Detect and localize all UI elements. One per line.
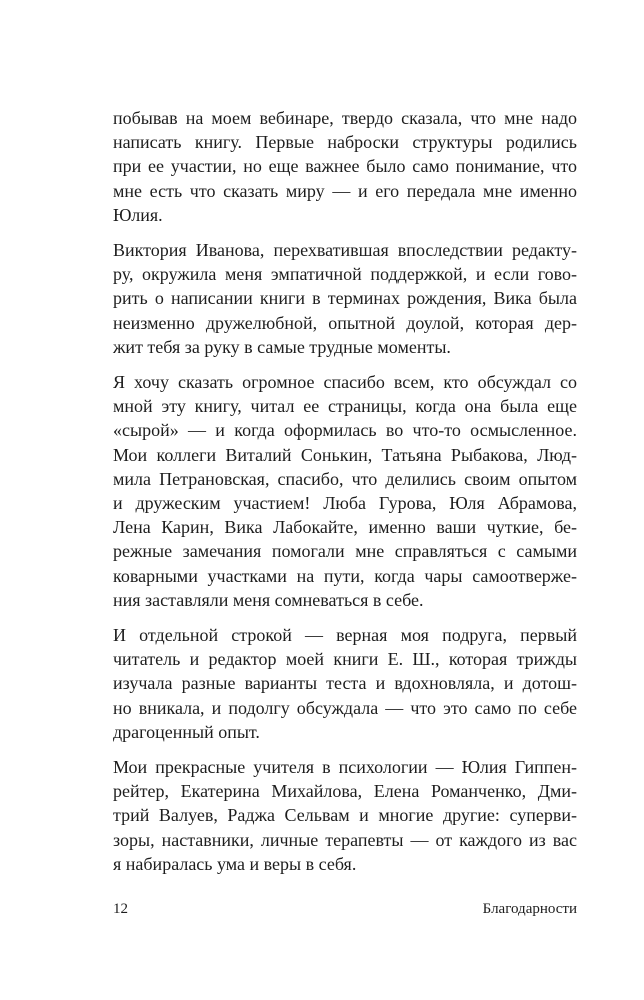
text-line: мной эту книгу, читал ее страницы, когда она была еще: [113, 396, 577, 417]
page-text: [113, 106, 577, 876]
text-line: коварными участками на пути, когда чары самоотверже-: [113, 565, 577, 586]
paragraph: [113, 106, 577, 227]
text-line: Мои прекрасные учителя в психологии — Юлия Гиппен-: [113, 757, 577, 778]
text-line: мила Петрановская, спасибо, что делились своим опытом: [113, 468, 577, 489]
running-title: Благодарности: [482, 901, 577, 917]
paragraph: [113, 370, 577, 612]
text-line: изучала разные варианты теста и вдохновляла, и дотош-: [113, 673, 577, 694]
text-line: И отдельной строкой — верная моя подруга, первый: [113, 625, 577, 646]
paragraph: [113, 755, 577, 876]
text-line: рить о написании книги в терминах рождения, Вика была: [113, 288, 577, 309]
text-line: Я хочу сказать огромное спасибо всем, кто обсуждал со: [113, 372, 577, 393]
text-line: побывав на моем вебинаре, твердо сказала, что мне надо: [113, 108, 577, 128]
text-line: неизменно дружелюбной, опытной доулой, которая дер-: [113, 312, 577, 333]
page-footer: [113, 899, 577, 919]
text-line: режные замечания помогали мне справляться с самыми: [113, 541, 577, 562]
paragraph: [113, 623, 577, 744]
text-line: ру, окружила меня эмпатичной поддержкой, и если гово-: [113, 264, 577, 285]
text-line: читатель и редактор моей книги Е. Ш., которая трижды: [113, 649, 577, 670]
text-line: Мои коллеги Виталий Сонькин, Татьяна Рыбакова, Люд-: [113, 444, 577, 465]
text-line: жит тебя за руку в самые трудные моменты.: [113, 336, 451, 357]
text-line: но вникала, и подолгу обсуждала — что это само по себе: [113, 697, 577, 718]
text-line: Лена Карин, Вика Лабокайте, именно ваши чуткие, бе-: [113, 517, 577, 538]
text-line: «сырой» — и когда оформилась во что-то осмысленное.: [113, 420, 577, 441]
text-line: и дружеским участием! Люба Гурова, Юля Абрамова,: [113, 493, 577, 514]
text-line: ния заставляли меня сомневаться в себе.: [113, 589, 424, 610]
text-line: при ее участии, но еще важнее было само понимание, что: [113, 156, 577, 177]
page-number: 12: [113, 901, 128, 917]
text-line: драгоценный опыт.: [113, 721, 260, 742]
text-line: трий Валуев, Раджа Сельвам и многие другие: суперви-: [113, 805, 577, 826]
text-line: Юлия.: [113, 204, 163, 225]
text-line: написать книгу. Первые наброски структуры родились: [113, 132, 577, 153]
text-line: зоры, наставники, личные терапевты — от каждого из вас: [113, 829, 577, 850]
text-line: мне есть что сказать миру — и его передала мне именно: [113, 180, 577, 201]
text-line: Виктория Иванова, перехватившая впоследствии редакту-: [113, 240, 577, 261]
paragraph: [113, 238, 577, 359]
text-line: я набиралась ума и веры в себя.: [113, 853, 357, 874]
text-line: рейтер, Екатерина Михайлова, Елена Романченко, Дми-: [113, 781, 577, 802]
